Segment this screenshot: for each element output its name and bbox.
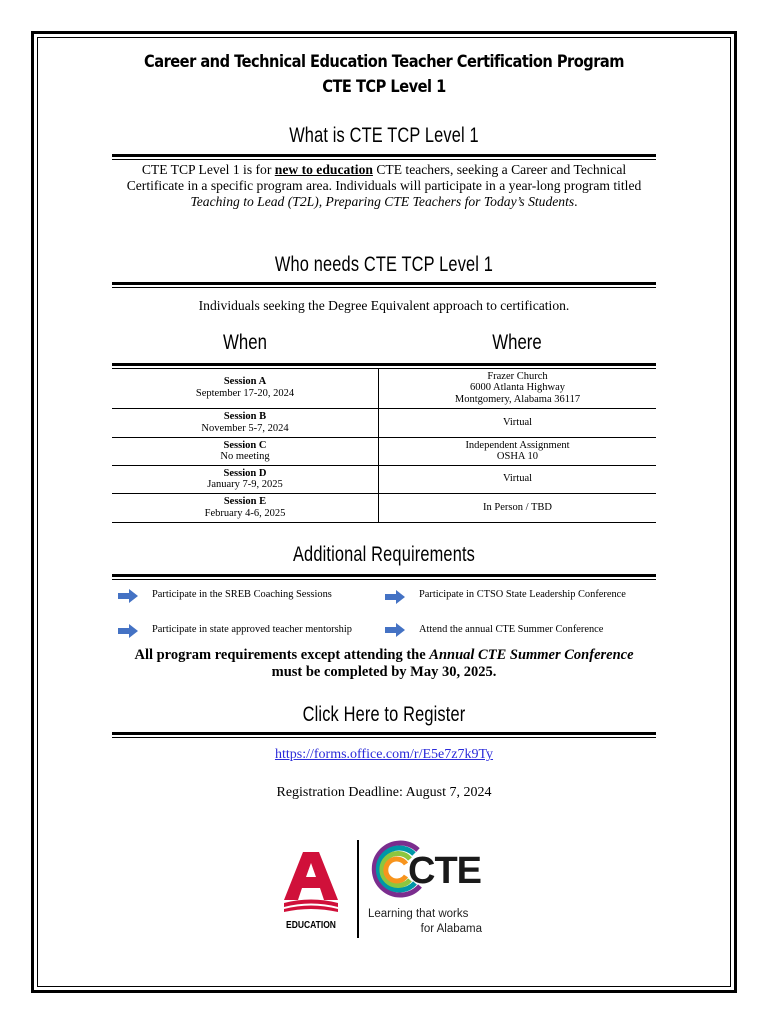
where-cell: Independent Assignment OSHA 10 xyxy=(379,437,657,465)
alsde-text: EDUCATION xyxy=(286,920,336,931)
alsde-logo xyxy=(278,846,344,938)
divider xyxy=(112,154,656,157)
where-cell: In Person / TBD xyxy=(379,493,657,522)
divider xyxy=(112,574,656,577)
cte-logo xyxy=(368,838,498,944)
requirement-item: Participate in the SREB Coaching Sessions xyxy=(152,589,332,600)
divider xyxy=(112,363,656,366)
table-row xyxy=(112,493,656,522)
when-heading: When xyxy=(223,331,267,354)
divider xyxy=(112,737,656,738)
completion-note: All program requirements except attending the Annual CTE Summer Conference must be completed by May 30, 2025. xyxy=(134,647,634,680)
additional-heading: Additional Requirements xyxy=(292,543,476,566)
program-title: Career and Technical Education Teacher Certification Program xyxy=(144,52,624,72)
requirement-item: Attend the annual CTE Summer Conference xyxy=(419,624,604,635)
when-cell: Session E February 4-6, 2025 xyxy=(112,493,379,522)
right-arrow-icon xyxy=(118,589,138,603)
right-arrow-icon xyxy=(385,623,405,637)
cte-wordmark: CTE xyxy=(408,850,481,892)
register-heading: Click Here to Register xyxy=(302,703,466,726)
cte-tagline-1: Learning that works xyxy=(368,908,469,920)
schedule-table xyxy=(112,368,656,523)
what-description: CTE TCP Level 1 is for new to education CTE teachers, seeking a Career and Technical Certificate in a specific program area. Individuals will participate in a year-long program titled Teaching to Lead (T2L), Preparing CTE Teachers for Today’s Students. xyxy=(126,162,642,209)
where-cell: Virtual xyxy=(379,408,657,437)
when-cell: Session A September 17-20, 2024 xyxy=(112,368,379,408)
divider xyxy=(112,579,656,580)
table-row xyxy=(112,368,656,408)
cte-tagline-2: for Alabama xyxy=(420,923,482,935)
divider xyxy=(112,282,656,285)
where-cell: Virtual xyxy=(379,465,657,493)
table-row xyxy=(112,408,656,437)
divider xyxy=(112,159,656,160)
alsde-a-icon xyxy=(278,846,344,916)
divider xyxy=(112,732,656,735)
who-heading: Who needs CTE TCP Level 1 xyxy=(274,253,494,276)
logo-divider xyxy=(357,840,359,938)
program-subtitle: CTE TCP Level 1 xyxy=(322,77,446,97)
requirement-item: Participate in CTSO State Leadership Conference xyxy=(419,589,626,600)
table-row xyxy=(112,465,656,493)
right-arrow-icon xyxy=(385,590,405,604)
who-description: Individuals seeking the Degree Equivalent approach to certification. xyxy=(198,298,570,313)
registration-deadline: Registration Deadline: August 7, 2024 xyxy=(276,785,492,800)
registration-link[interactable]: https://forms.office.com/r/E5e7z7k9Ty xyxy=(274,747,494,762)
where-heading: Where xyxy=(492,331,542,354)
right-arrow-icon xyxy=(118,624,138,638)
when-cell: Session B November 5-7, 2024 xyxy=(112,408,379,437)
requirement-item: Participate in state approved teacher mentorship xyxy=(152,624,352,635)
where-cell: Frazer Church 6000 Atlanta Highway Montgomery, Alabama 36117 xyxy=(379,368,657,408)
new-to-education-emphasis: new to education xyxy=(274,162,373,177)
table-row xyxy=(112,437,656,465)
what-heading: What is CTE TCP Level 1 xyxy=(289,124,479,147)
when-cell: Session D January 7-9, 2025 xyxy=(112,465,379,493)
divider xyxy=(112,287,656,288)
when-cell: Session C No meeting xyxy=(112,437,379,465)
